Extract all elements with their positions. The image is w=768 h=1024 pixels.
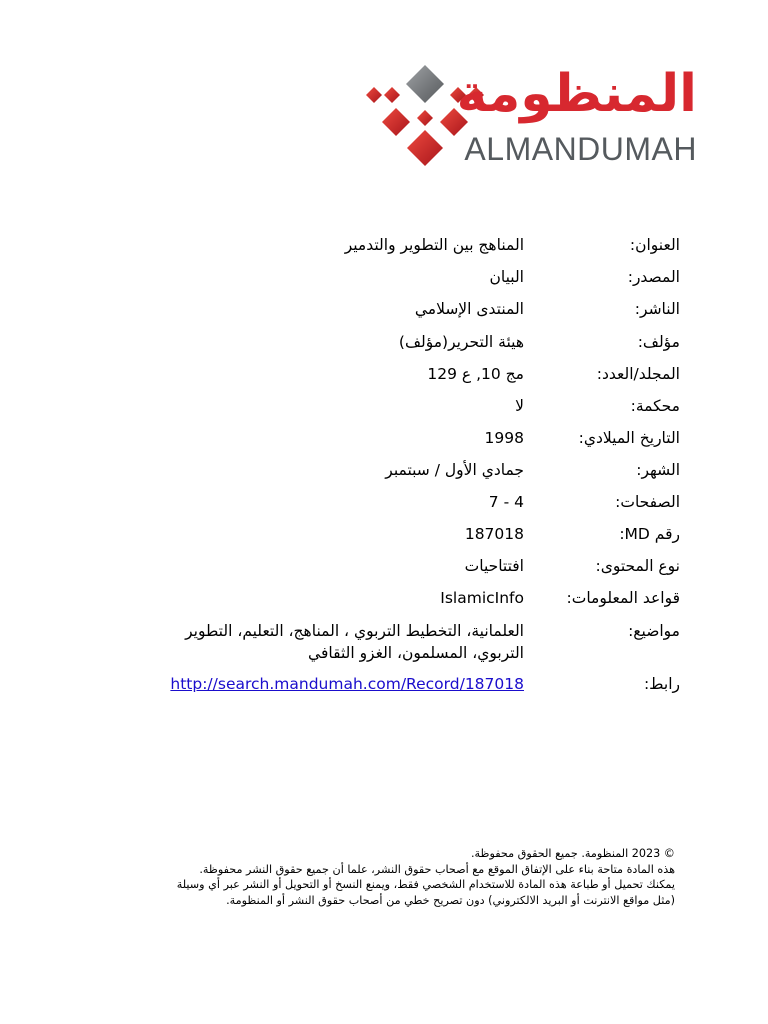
almandumah-logo [360,60,705,170]
footer-usage-line: يمكنك تحميل أو طباعة هذه المادة للاستخدام الشخصي فقط، ويمنع النسخ أو التحويل أو النشر عبر أي وسيلة [176,878,675,891]
subjects-line-2: التربوي، المسلمون، الغزو الثقافي [308,644,524,662]
database-value: IslamicInfo [440,589,524,607]
content-type-label: نوع المحتوى: [595,557,680,575]
pages-value: 4 - 7 [488,493,524,511]
subjects-line-1: العلمانية، التخطيط التربوي ، المناهج، التعليم، التطوير [185,622,524,640]
record-link[interactable]: http://search.mandumah.com/Record/187018 [170,675,524,693]
month-value: جمادي الأول / سبتمبر [385,461,524,479]
subjects-value [124,620,524,664]
content-type-value: افتتاحيات [464,557,524,575]
footer-agreement-line: هذه المادة متاحة بناء على الإتفاق الموقع مع أصحاب حقوق النشر، علما أن جميع حقوق النشر محفوظة. [199,862,675,876]
subjects-label: مواضيع: [628,622,680,640]
footer-copyright-line: © 2023 المنظومة. جميع الحقوق محفوظة. [470,847,675,860]
author-value: هيئة التحرير(مؤلف) [398,333,524,351]
publisher-value: المنتدى الإسلامي [414,300,524,318]
md-number-label: رقم MD: [619,525,680,543]
logo-arabic-name: المنظومة [456,64,697,124]
source-value: البيان [489,268,524,286]
footer-permission-line: (مثل مواقع الانترنت أو البريد الالكتروني) دون تصريح خطي من أصحاب حقوق النشر أو المنظومة. [226,893,675,907]
database-label: قواعد المعلومات: [566,589,680,607]
md-number-value: 187018 [464,525,524,543]
link-label: رابط: [643,675,680,693]
copyright-footer [35,846,675,908]
peer-reviewed-label: محكمة: [630,397,680,415]
logo-latin-name: ALMANDUMAH [464,131,697,167]
year-value: 1998 [484,429,524,447]
peer-reviewed-value: لا [515,397,524,415]
title-value: المناهج بين التطوير والتدمير [344,236,524,254]
link-value [124,673,524,695]
month-label: الشهر: [636,461,680,479]
source-label: المصدر: [627,268,680,286]
publisher-label: الناشر: [634,300,680,318]
title-label: العنوان: [629,236,680,254]
year-label: التاريخ الميلادي: [578,429,680,447]
author-label: مؤلف: [637,333,680,351]
volume-issue-value: مج 10, ع 129 [427,365,524,383]
pages-label: الصفحات: [615,493,680,511]
volume-issue-label: المجلد/العدد: [596,365,680,383]
